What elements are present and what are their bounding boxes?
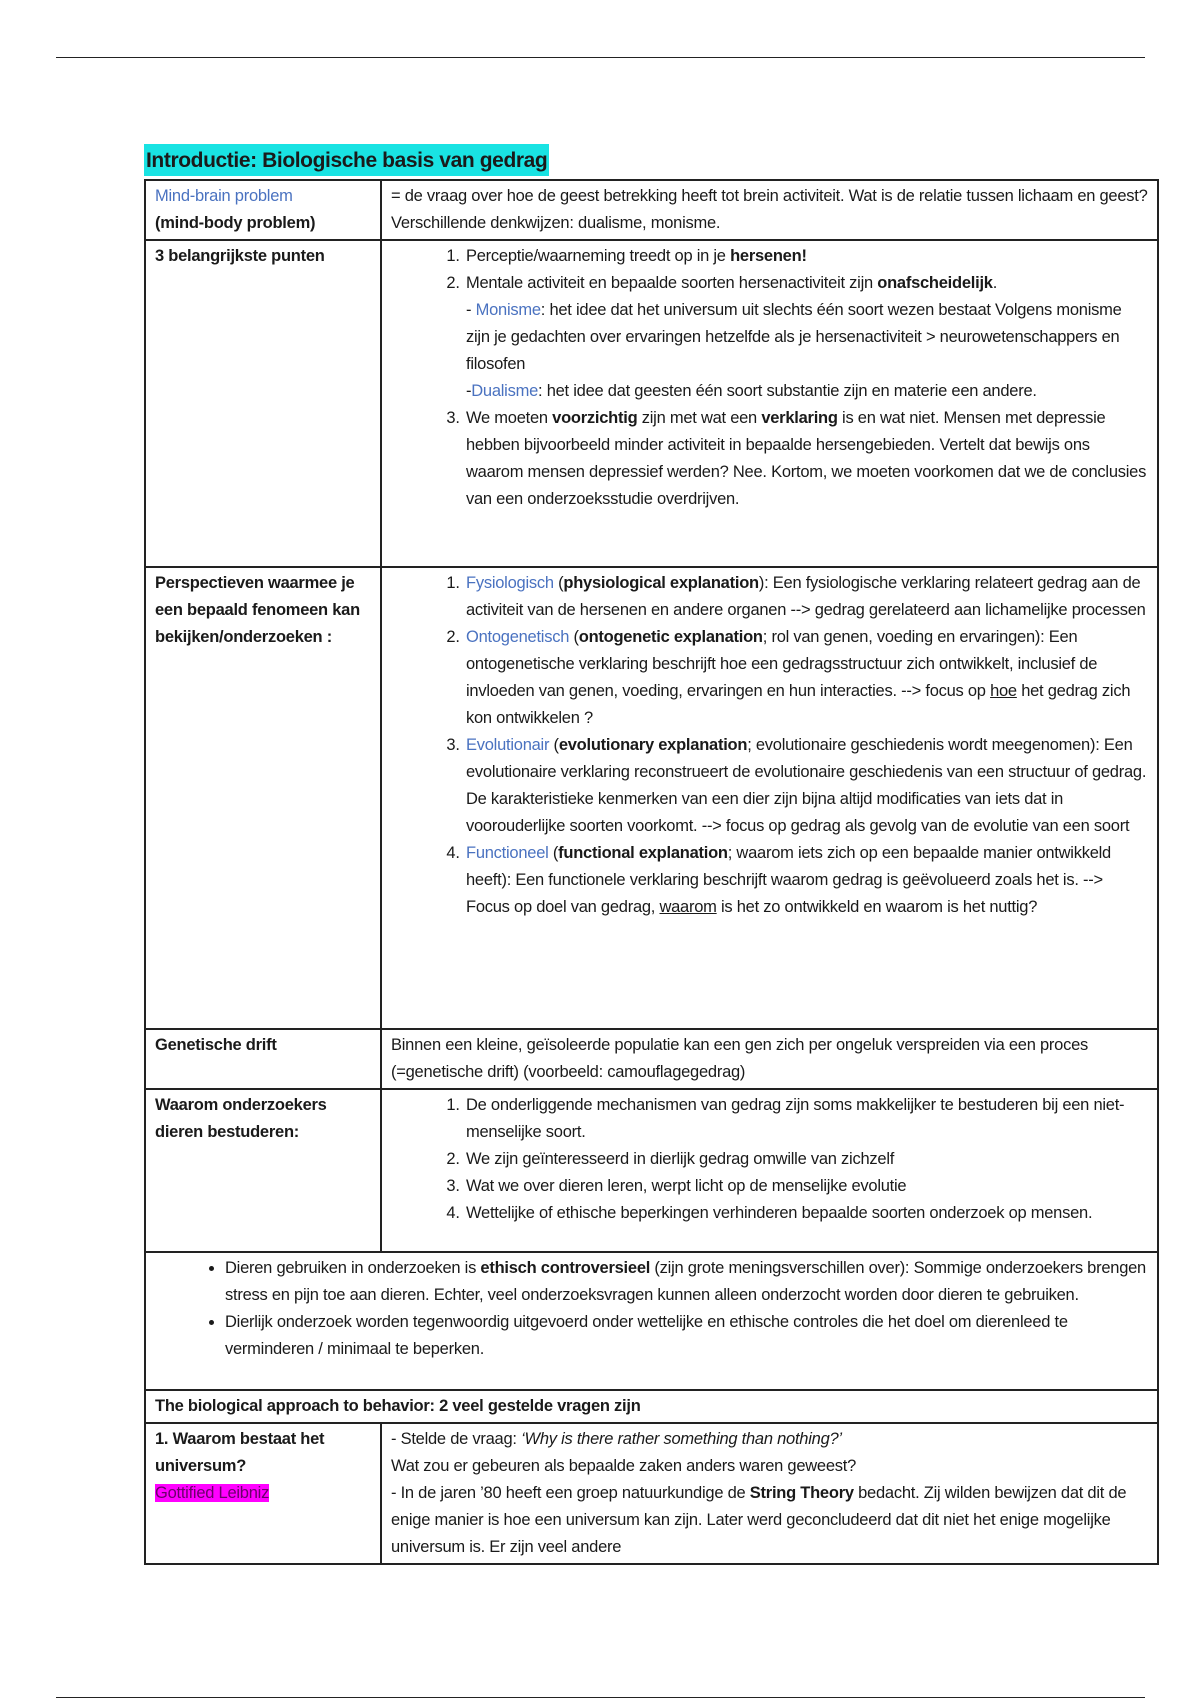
text: is het zo ontwikkeld en waarom is het nuttig? [716, 898, 1038, 916]
term-mind-brain: Mind-brain problem [155, 187, 293, 205]
list-item: • Dierlijk onderzoek worden tegenwoordig uitgevoerd onder wettelijke en ethische controles die het doel om dierenleed te verminderen / minimaal te beperken. [225, 1309, 1148, 1363]
text: . [992, 274, 998, 292]
text: We moeten [466, 409, 553, 427]
text: zijn met wat een [637, 409, 762, 427]
row-label: Perspectieven waarmee je een bepaald fenomeen kan bekijken/onderzoeken : [145, 567, 381, 1029]
table-row [145, 1089, 1158, 1252]
bold-text: evolutionary explanation [558, 736, 748, 754]
text: ( [549, 736, 559, 754]
list-item: 4. Wettelijke of ethische beperkingen verhinderen bepaalde soorten onderzoek op mensen. [464, 1200, 1148, 1227]
text: bedacht. Zij wilden bewijzen dat dit de enige manier is hoe een universum kan zijn. Later werd geconcludeerd dat dit niet het enige mogelijke universum is. Er zijn veel andere [391, 1484, 1127, 1556]
notes-table [144, 179, 1159, 1565]
list-item [464, 243, 1148, 270]
list-item: 2. We zijn geïnteresseerd in dierlijk gedrag omwille van zichzelf [464, 1146, 1148, 1173]
text: Mentale activiteit en bepaalde soorten hersenactiviteit zijn [466, 274, 878, 292]
row-content [381, 240, 1158, 567]
text: ( [548, 844, 559, 862]
bold-text: functional explanation [558, 844, 728, 862]
text: het gedrag zich kon ontwikkelen ? [466, 682, 1131, 727]
row-label: 3 belangrijkste punten [145, 240, 381, 567]
row-label: Waarom onderzoekers dieren bestuderen: [145, 1089, 381, 1252]
row-content [381, 567, 1158, 1029]
table-row [145, 1423, 1158, 1564]
page-title: Introductie: Biologische basis van gedrag [144, 144, 549, 176]
underlined-text: hoe [990, 682, 1017, 700]
row-content [381, 1423, 1158, 1564]
bullet-list [155, 1255, 1148, 1363]
table-row [145, 180, 1158, 240]
text: - Stelde de vraag: [391, 1430, 522, 1448]
list-item: 3. Wat we over dieren leren, werpt licht op de menselijke evolutie [464, 1173, 1148, 1200]
row-content: Binnen een kleine, geïsoleerde populatie kan een gen zich per ongeluk verspreiden via een proces (=genetische drift) (voorbeeld: camouflagegedrag) [381, 1029, 1158, 1089]
numbered-list [391, 570, 1148, 921]
text: ): Een fysiologische verklaring relateert gedrag aan de activiteit van de hersenen en andere organen --> gedrag gerelateerd aan lichamelijke processen [466, 574, 1146, 619]
bold-text: onafscheidelijk [877, 274, 993, 292]
bold-text: voorzichtig [552, 409, 638, 427]
table-row [145, 240, 1158, 567]
table-row [145, 567, 1158, 1029]
text: ; evolutionaire geschiedenis wordt meegenomen): Een evolutionaire verklaring reconstrueert de evolutionaire geschiedenis van een structuur of gedrag. De karakteristieke kenmerken van een dier zijn bijna altijd modificaties van iets dat in voorouderlijke soorten voorkomt. --> focus op gedrag als gevolg van de evolutie van een soort [466, 736, 1147, 835]
bold-text: String Theory [749, 1484, 854, 1502]
row-label [145, 1423, 381, 1564]
list-item [464, 270, 1148, 405]
dualisme-note [466, 378, 1148, 405]
list-item [464, 405, 1148, 513]
bold-text: ontogenetic explanation [578, 628, 763, 646]
row-content [381, 1089, 1158, 1252]
row-label: Genetische drift [145, 1029, 381, 1089]
text: Wat zou er gebeuren als bepaalde zaken anders waren geweest? [391, 1457, 857, 1475]
highlighted-name: Gottified Leibniz [155, 1484, 270, 1502]
row-label [145, 180, 381, 240]
table-row [145, 1029, 1158, 1089]
list-item [464, 570, 1148, 624]
text: : het idee dat het universum uit slechts één soort wezen bestaat Volgens monisme zijn je gedachten over ervaringen hetzelfde als je hersenactiviteit > neurowetenschappers en filosofen [466, 301, 1122, 373]
text: (zijn grote meningsverschillen over): Sommige onderzoekers brengen stress en pijn toe aan dieren. Echter, veel onderzoeksvragen kunnen alleen onderzocht worden door dieren te gebruiken. [225, 1259, 1146, 1304]
table-row [145, 1252, 1158, 1390]
term: Ontogenetisch [466, 628, 570, 646]
term: Fysiologisch [466, 574, 554, 592]
numbered-list [391, 243, 1148, 513]
table-row [145, 1390, 1158, 1423]
text: : het idee dat geesten één soort substantie zijn en materie een andere. [538, 382, 1037, 400]
row-content [145, 1252, 1158, 1390]
text: Perceptie/waarneming treedt op in je [466, 247, 731, 265]
term-monisme: Monisme [475, 301, 541, 319]
list-item [225, 1255, 1148, 1309]
list-item [464, 624, 1148, 732]
text: - [466, 382, 472, 400]
bold-text: hersenen! [730, 247, 807, 265]
label-text: 1. Waarom bestaat het universum? [155, 1430, 325, 1475]
bold-text: ethisch controversieel [480, 1259, 651, 1277]
term-dualisme: Dualisme [471, 382, 539, 400]
text: is en wat niet. Mensen met depressie hebben bijvoorbeeld minder activiteit in bepaalde hersengebieden. Vertelt dat bewijs ons waarom mensen depressief werden? Nee. Kortom, we moeten voorkomen dat we de conclusies van een onderzoeksstudie overdrijven. [466, 409, 1147, 508]
section-heading: The biological approach to behavior: 2 veel gestelde vragen zijn [145, 1390, 1158, 1423]
list-item: 1. De onderliggende mechanismen van gedrag zijn soms makkelijker te bestuderen bij een niet-menselijke soort. [464, 1092, 1148, 1146]
text: ; waarom iets zich op een bepaalde manier ontwikkeld heeft): Een functionele verklaring beschrijft waarom gedrag is geëvolueerd zoals het is. --> Focus op doel van gedrag, [466, 844, 1111, 916]
bold-text: verklaring [761, 409, 838, 427]
list-item [464, 732, 1148, 840]
term: Functioneel [466, 844, 549, 862]
list-item [464, 840, 1148, 921]
label-text: (mind-body problem) [155, 214, 316, 232]
text: - [466, 301, 476, 319]
text: ( [569, 628, 579, 646]
bold-text: physiological explanation [563, 574, 759, 592]
italic-quote: ‘Why is there rather something than nothing?’ [521, 1430, 842, 1448]
term: Evolutionair [466, 736, 550, 754]
text: ; rol van genen, voeding en ervaringen): Een ontogenetische verklaring beschrijft hoe een gedragsstructuur zich ontwikkelt, inclusief de invloeden van genen, voeding, ervaringen en hun interacties. --> focus op [466, 628, 1098, 700]
footer-rule [56, 1697, 1145, 1698]
row-content: = de vraag over hoe de geest betrekking heeft tot brein activiteit. Wat is de relatie tussen lichaam en geest? Verschillende denkwijzen: dualisme, monisme. [381, 180, 1158, 240]
text: - In de jaren ’80 heeft een groep natuurkundige de [391, 1484, 750, 1502]
text: Dieren gebruiken in onderzoeken is [225, 1259, 481, 1277]
text: ( [553, 574, 564, 592]
underlined-text: waarom [659, 898, 717, 916]
numbered-list [391, 1092, 1148, 1227]
header-rule [56, 57, 1145, 58]
monisme-note [466, 297, 1148, 378]
